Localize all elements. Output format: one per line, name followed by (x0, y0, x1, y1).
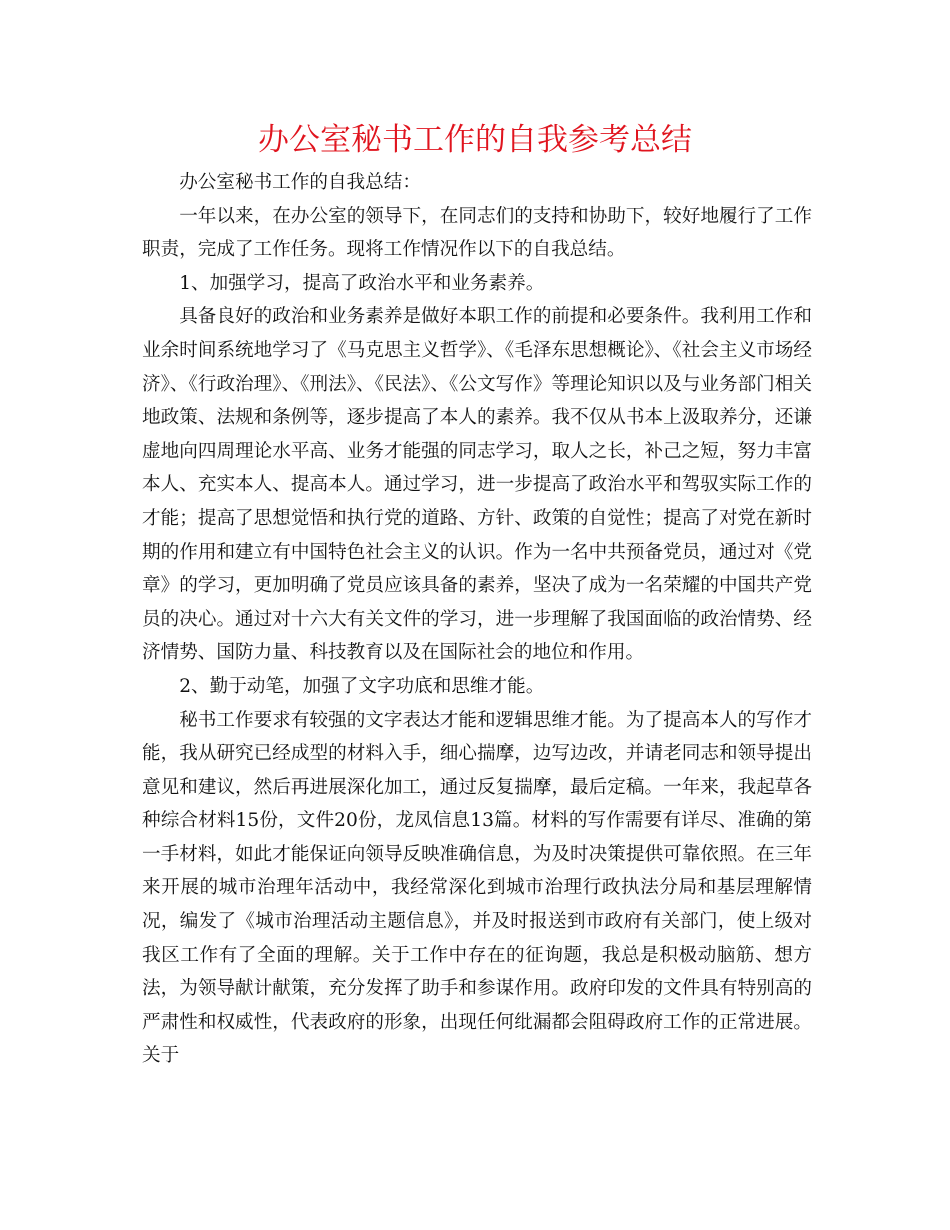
paragraph: 具备良好的政治和业务素养是做好本职工作的前提和必要条件。我利用工作和业余时间系统地学习了《马克思主义哲学》、《毛泽东思想概论》、《社会主义市场经济》、《行政治理》、《刑法》、《民法》、《公文写作》等理论知识以及与业务部门相关地政策、法规和条例等，逐步提高了本人的素养。我不仅从书本上汲取养分，还谦虚地向四周理论水平高、业务才能强的同志学习，取人之长，补己之短，努力丰富本人、充实本人、提高本人。通过学习，进一步提高了政治水平和驾驭实际工作的才能；提高了思想觉悟和执行党的道路、方针、政策的自觉性；提高了对党在新时期的作用和建立有中国特色社会主义的认识。作为一名中共预备党员，通过对《党章》的学习，更加明确了党员应该具备的素养，坚决了成为一名荣耀的中国共产党员的决心。通过对十六大有关文件的学习，进一步理解了我国面临的政治情势、经济情势、国防力量、科技教育以及在国际社会的地位和作用。 (142, 306, 812, 664)
document-title: 办公室秘书工作的自我参考总结 (258, 122, 692, 158)
paragraph: 办公室秘书工作的自我总结： (179, 172, 421, 193)
paragraph: 秘书工作要求有较强的文字表达才能和逻辑思维才能。为了提高本人的写作才能，我从研究已经成型的材料入手，细心揣摩，边写边改，并请老同志和领导提出意见和建议，然后再进展深化加工，通过反复揣摩，最后定稿。一年来，我起草各种综合材料15份，文件20份，龙凤信息13篇。材料的写作需要有详尽、准确的第一手材料，如此才能保证向领导反映准确信息，为及时决策提供可靠依照。在三年来开展的城市治理年活动中，我经常深化到城市治理行政执法分局和基层理解情况，编发了《城市治理活动主题信息》，并及时报送到市政府有关部门，使上级对我区工作有了全面的理解。关于工作中存在的征询题，我总是积极动脑筋、想方法，为领导献计献策，充分发挥了助手和参谋作用。政府印发的文件具有特别高的严肃性和权威性，代表政府的形象，出现任何纰漏都会阻碍政府工作的正常进展。关于 (142, 709, 812, 1067)
section-heading: 1、加强学习，提高了政治水平和业务素养。 (179, 272, 545, 294)
paragraph: 一年以来，在办公室的领导下，在同志们的支持和协助下，较好地履行了工作职责，完成了工作任务。现将工作情况作以下的自我总结。 (142, 205, 812, 261)
document-body (142, 166, 812, 1073)
section-heading: 2、勤于动笔，加强了文字功底和思维才能。 (179, 675, 545, 697)
